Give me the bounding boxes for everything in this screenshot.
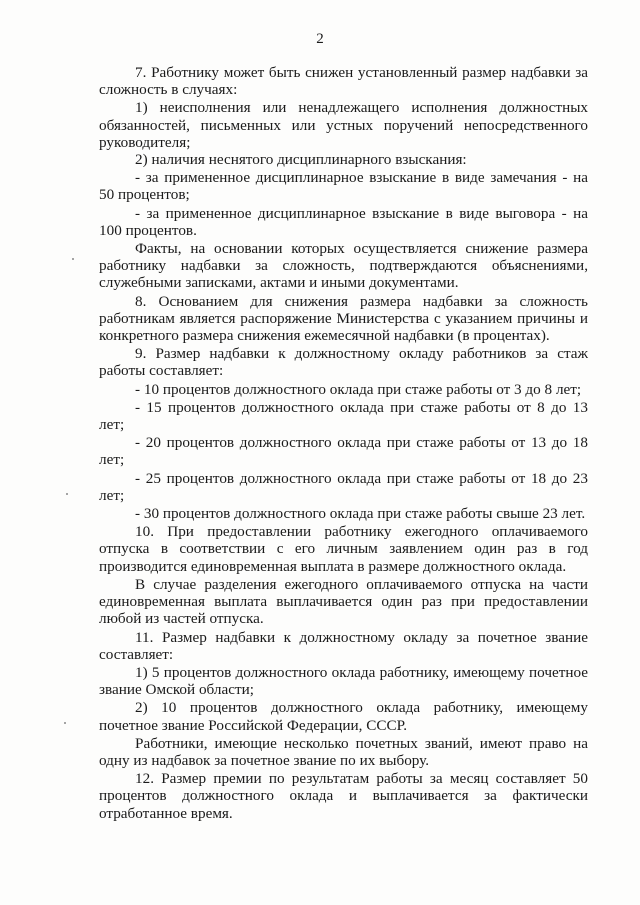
paragraph-12: 12. Размер премии по результатам работы за месяц составляет 50 процентов должностного оклада и выплачивается за фактически отработанное время. bbox=[99, 770, 588, 822]
paragraph-7: 7. Работнику может быть снижен установленный размер надбавки за сложность в случаях: bbox=[99, 64, 588, 99]
paragraph-9: 9. Размер надбавки к должностному окладу работников за стаж работы составляет: bbox=[99, 345, 588, 380]
paragraph-10-split: В случае разделения ежегодного оплачиваемого отпуска на части единовременная выплата выплачивается один раз при предоставлении любой из частей отпуска. bbox=[99, 575, 588, 628]
paragraph-11-multiple: Работники, имеющие несколько почетных званий, имеют право на одну из надбавок за почетное звание по их выбору. bbox=[99, 734, 588, 769]
paragraph-9-item-30: - 30 процентов должностного оклада при стаже работы свыше 23 лет. bbox=[135, 505, 586, 523]
scan-speck bbox=[72, 258, 74, 260]
scan-speck bbox=[66, 493, 68, 495]
paragraph-10: 10. При предоставлении работнику ежегодного оплачиваемого отпуска в соответствии с его личным заявлением один раз в год производится единовременная выплата в размере должностного оклада. bbox=[99, 523, 588, 575]
paragraph-8: 8. Основанием для снижения размера надбавки за сложность работникам является распоряжение Министерства с указанием причины и конкретного размера снижения ежемесячной надбавки (в процентах). bbox=[99, 292, 588, 345]
page-number: 2 bbox=[316, 31, 324, 47]
paragraph-7-item-1: 1) неисполнения или ненадлежащего исполнения должностных обязанностей, письменных или устных поручений непосредственного руководителя; bbox=[99, 99, 588, 151]
paragraph-9-item-15: - 15 процентов должностного оклада при стаже работы от 8 до 13 лет; bbox=[99, 398, 588, 434]
paragraph-11-item-1: 1) 5 процентов должностного оклада работнику, имеющему почетное звание Омской области; bbox=[99, 663, 588, 699]
paragraph-7-item-2-remark: - за примененное дисциплинарное взыскание в виде замечания - на 50 процентов; bbox=[99, 169, 588, 204]
paragraph-11-item-2: 2) 10 процентов должностного оклада работнику, имеющему почетное звание Российской Федерации, СССР. bbox=[99, 699, 588, 734]
scan-speck bbox=[64, 722, 66, 724]
paragraph-9-item-10: - 10 процентов должностного оклада при стаже работы от 3 до 8 лет; bbox=[135, 380, 582, 398]
paragraph-9-item-25: - 25 процентов должностного оклада при стаже работы от 18 до 23 лет; bbox=[99, 469, 588, 504]
document-body bbox=[99, 64, 588, 822]
paragraph-9-item-20: - 20 процентов должностного оклада при стаже работы от 13 до 18 лет; bbox=[99, 434, 588, 469]
paragraph-11: 11. Размер надбавки к должностному окладу за почетное звание составляет: bbox=[99, 628, 588, 663]
paragraph-7-item-2-reprimand: - за примененное дисциплинарное взыскание в виде выговора - на 100 процентов. bbox=[99, 204, 588, 239]
paragraph-7-facts: Факты, на основании которых осуществляется снижение размера работнику надбавки за сложность, подтверждаются объяснениями, служебными записками, актами и иными документами. bbox=[99, 240, 588, 292]
paragraph-7-item-2: 2) наличия неснятого дисциплинарного взыскания: bbox=[135, 151, 467, 169]
